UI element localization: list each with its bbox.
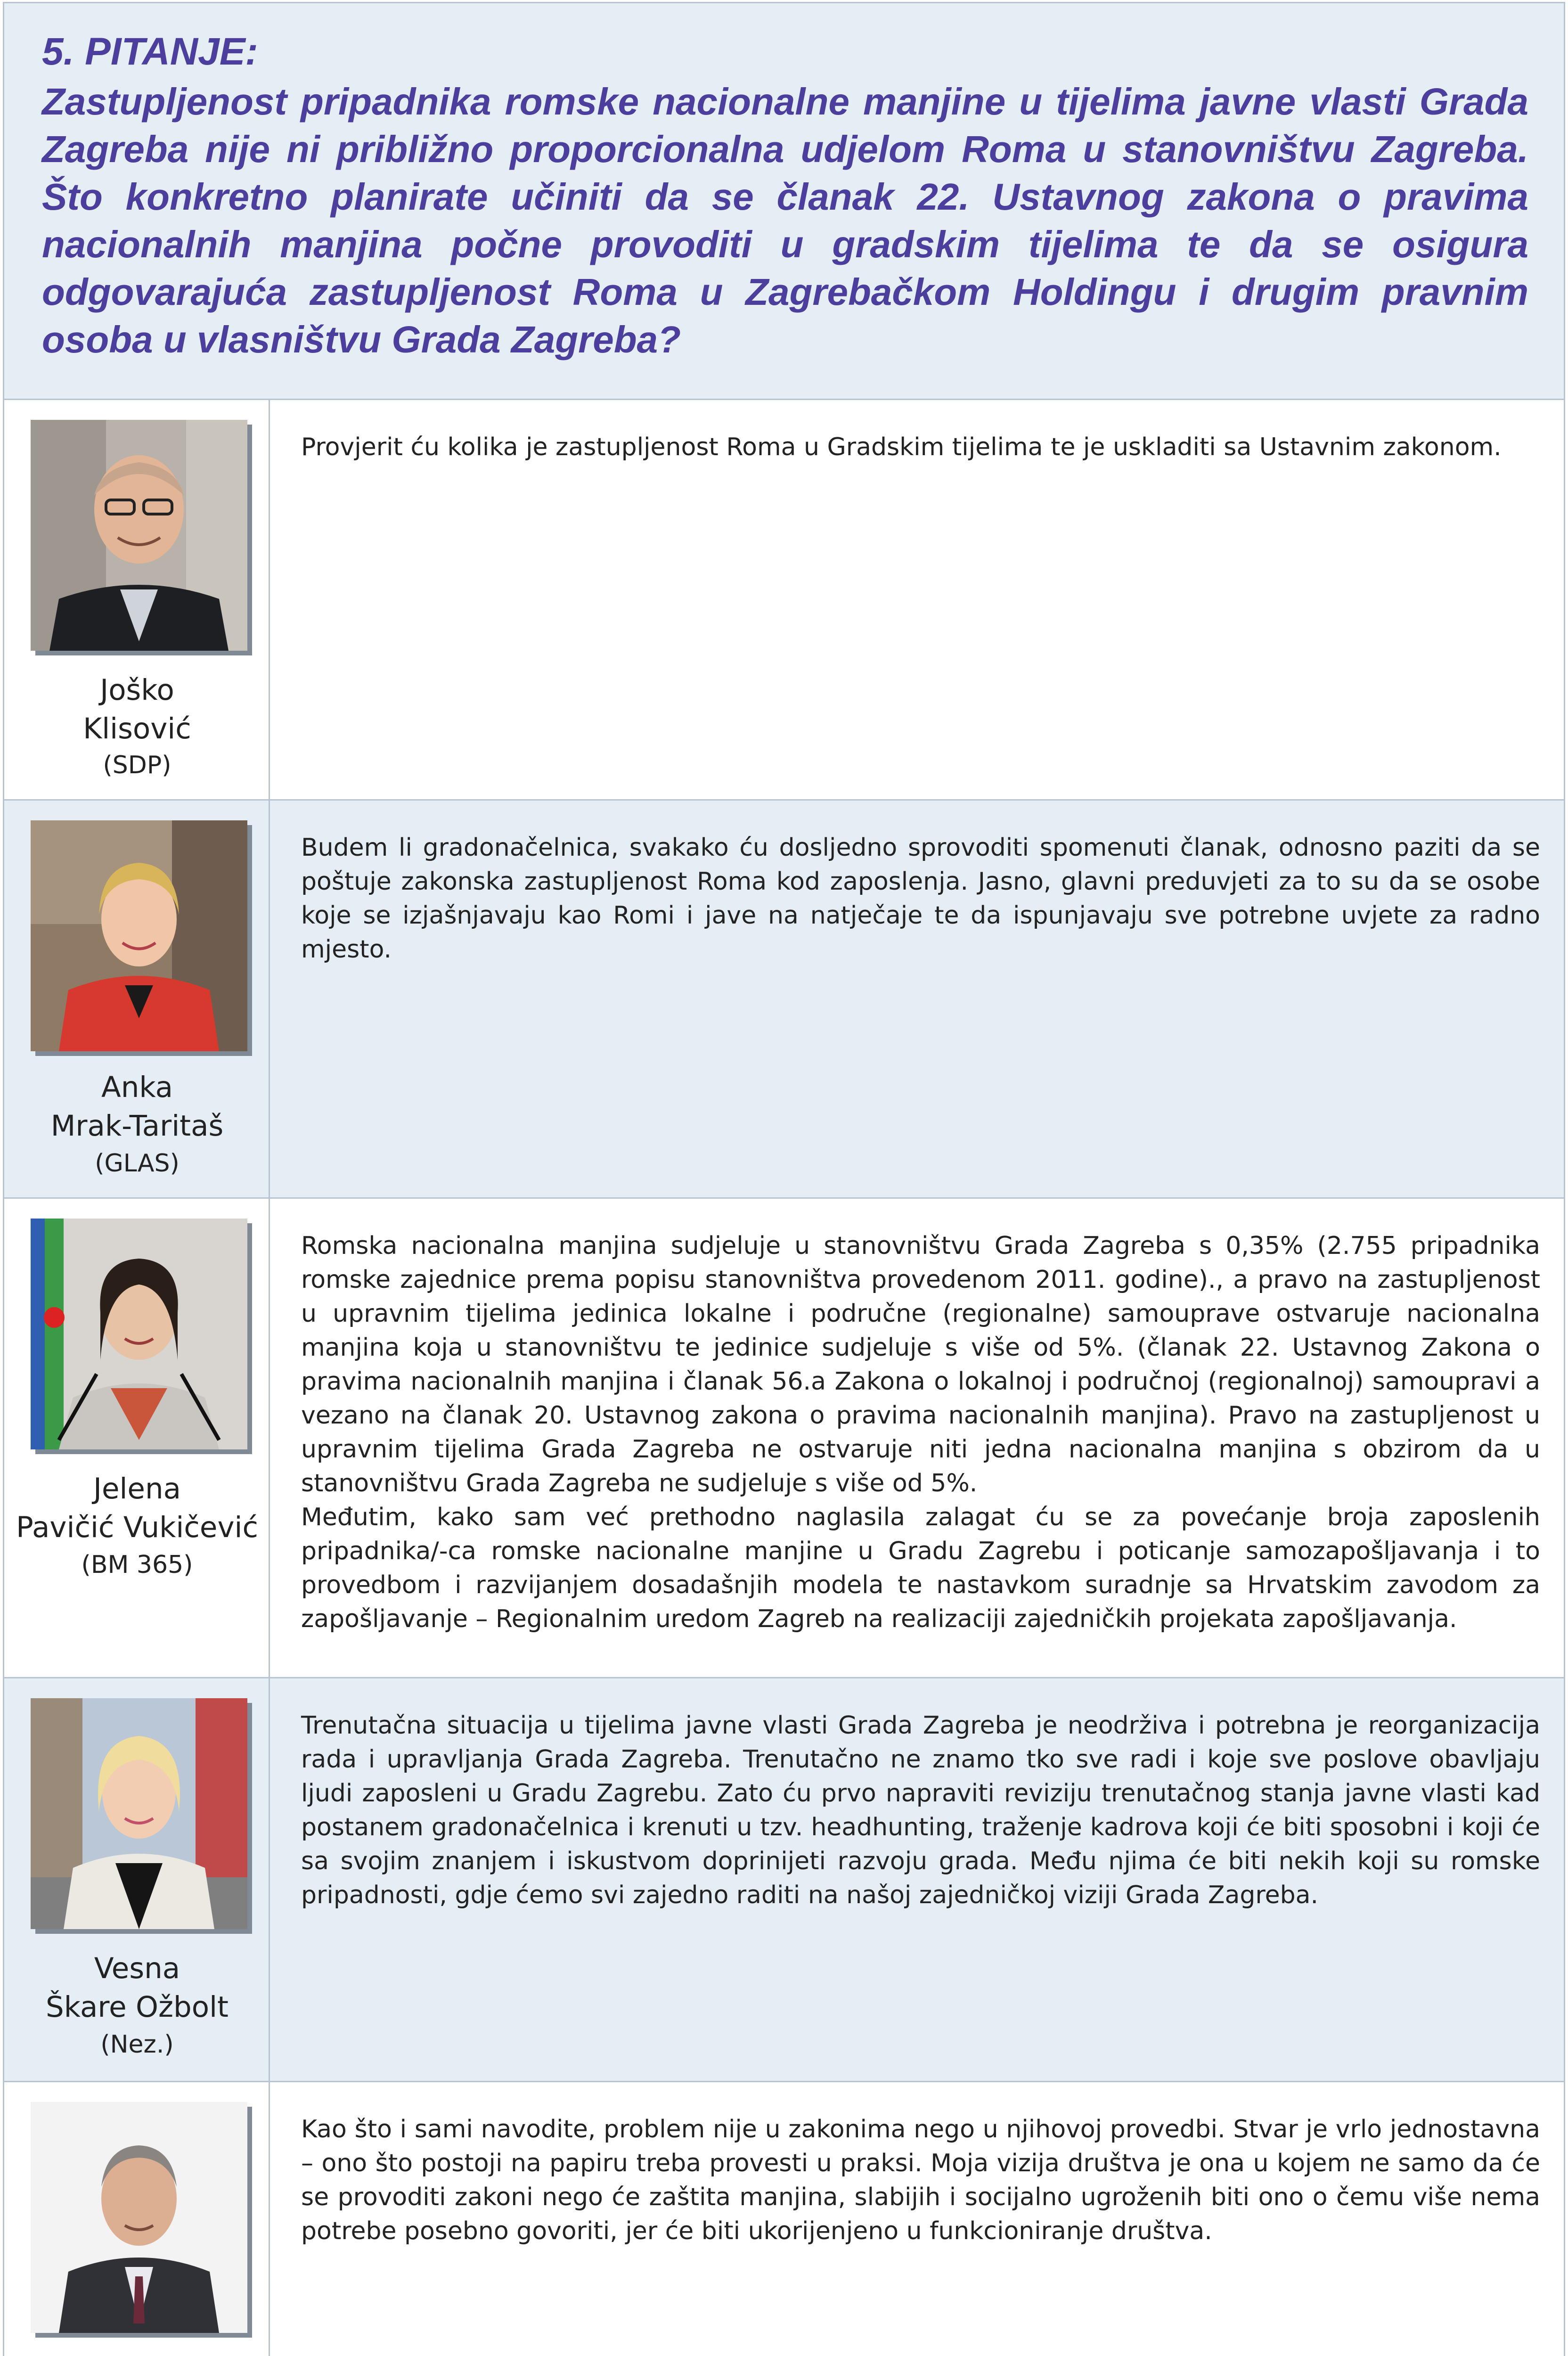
candidate-photo [31,1698,247,1929]
candidate-row [4,1199,1564,1678]
candidate-answer: Kao što i sami navodite, problem nije u zakonima nego u njihovoj provedbi. Stvar je vrlo jednostavna – ono što postoji na papiru treba provesti u praksi. Moja vizija društva je ona u kojem ne samo da će se provoditi zakoni nego će zaštita manjina, slabijih i socijalno ugroženih biti ono o čemu više nema potrebe posebno govoriti, jer će biti ukorijenjeno u funkcioniranje društva. [301,2115,1540,2245]
candidate-answer: Romska nacionalna manjina sudjeluje u stanovništvu Grada Zagreba s 0,35% (2.755 pripadnika romske zajednice prema popisu stanovništva provedenom 2011. godine)., a pravo na zastupljenost u upravnim tijelima jedinica lokalne i područne (regionalne) samouprave ostvaruje nacionalna manjina koja u stanovništvu te jedinice sudjeluje s više od 5%. (članak 22. Ustavnog Zakona o pravima nacionalnih manjina i članak 56.a Zakona o lokalnoj i područnoj (regionalnoj) samoupravi a vezano na članak 20. Ustavnog zakona o pravima nacionalnih manjina). Pravo na zastupljenost u upravnim tijelima Grada Zagreba ne ostvaruje niti jedna nacionalna manjina s obzirom da u stanovništvu Grada Zagreba ne sudjeluje s više od 5%. Međutim, kako sam već prethodno naglasila zalagat ću se za povećanje broja zaposlenih pripadnika/-ca romske nacionalne manjine u Gradu Zagrebu i poticanje samozapošljavanja i to provedbom i razvijanjem dosadašnjih modela te nastavkom suradnje sa Hrvatskim zavodom za zapošljavanje – Regionalnim uredom Zagreb na realizaciji zajedničkih projekata zapošljavanja. [301,1232,1540,1633]
candidate-photo [31,820,247,1051]
candidate-answer: Provjerit ću kolika je zastupljenost Roma u Gradskim tijelima te je uskladiti sa Ustavnim zakonom. [301,433,1502,461]
candidate-info [4,801,270,1197]
candidate-name [4,2353,270,2356]
candidate-row [4,1678,1564,2082]
candidate-party: (SDP) [103,751,172,779]
candidate-name: Vesna Škare Ožbolt [46,1952,229,2024]
candidate-row [4,801,1564,1199]
candidate-name: Joško Klisović [83,673,191,745]
candidate-party: (Nez.) [100,2030,174,2059]
candidate-name: Jelena Pavičić Vukičević [16,1472,259,1544]
question-text: Zastupljenost pripadnika romske nacionalne manjine u tijelima javne vlasti Grada Zagreba nije ni približno proporcionalna udjelom Roma u stanovništvu Zagreba. Što konkretno planirate učiniti da se članak 22. Ustavnog zakona o pravima nacionalnih manjina počne provoditi u gradskim tijelima te da se osigura odgovarajuća zastupljenost Roma u Zagrebačkom Holdingu i drugim pravnim osoba u vlasništvu Grada Zagreba? [42,81,1528,360]
candidate-answer: Trenutačna situacija u tijelima javne vlasti Grada Zagreba je neodrživa i potrebna je reorganizacija rada i upravljanja Grada Zagreba. Trenutačno ne znamo tko sve radi i koje sve poslove obavljaju ljudi zaposleni u Gradu Zagrebu. Zato ću prvo napraviti reviziju trenutačnog stanja javne vlasti kad postanem gradonačelnica i krenuti u tzv. headhunting, traženje kadrova koji će biti sposobni i koji će sa svojim znanjem i iskustvom doprinijeti razvoju grada. Među njima će biti nekih koji su romske pripadnosti, gdje ćemo svi zajedno raditi na našoj zajedničkoj viziji Grada Zagreba. [301,1711,1540,1909]
candidate-party: (GLAS) [95,1149,180,1178]
question-box [4,3,1564,400]
candidate-answer: Budem li gradonačelnica, svakako ću dosljedno sprovoditi spomenuti članak, odnosno paziti da se poštuje zakonska zastupljenost Roma kod zaposlenja. Jasno, glavni preduvjeti za to su da se osobe koje se izjašnjavaju kao Romi i jave na natječaje te da ispunjavaju sve potrebne uvjete za radno mjesto. [301,834,1540,964]
candidate-info [4,400,270,799]
candidate-photo [31,420,247,651]
candidate-row [4,400,1564,801]
candidate-row [4,2082,1564,2356]
question-label: 5. PITANJE: [42,30,258,73]
candidate-info [4,1199,270,1677]
candidate-answers-page [3,2,1565,2356]
candidate-info [4,1678,270,2081]
candidate-photo [31,2102,247,2333]
candidate-info [4,2082,270,2356]
candidate-name: Anka Mrak-Taritaš [50,1071,224,1143]
candidate-party: (BM 365) [81,1551,193,1579]
candidate-photo [31,1219,247,1449]
